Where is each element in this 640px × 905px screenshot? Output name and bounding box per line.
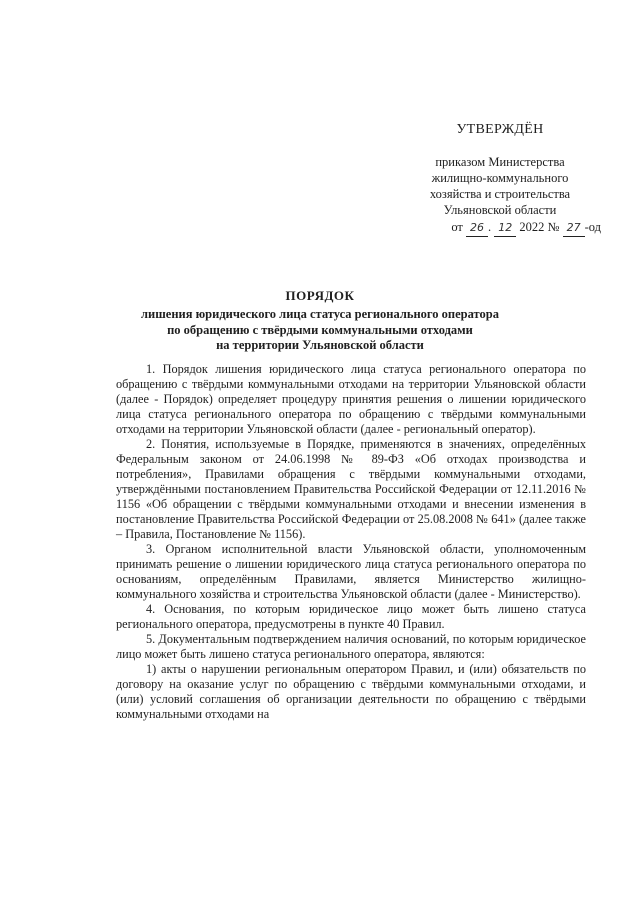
document-subtitle-line: на территории Ульяновской области	[216, 338, 424, 352]
approval-line: приказом Министерства	[435, 155, 565, 169]
date-day: 26	[466, 220, 488, 237]
order-suffix: -од	[584, 220, 601, 234]
date-prefix: от	[451, 220, 463, 234]
document-subtitle-line: по обращению с твёрдыми коммунальными отходами	[167, 322, 473, 337]
order-number: 27	[563, 220, 585, 237]
paragraph-4: 4. Основания, по которым юридическое лицо может быть лишено статуса регионального оператора, предусмотрены в пункте 40 Правил.	[116, 602, 586, 631]
paragraph-5: 5. Документальным подтверждением наличия оснований, по которым юридическое лицо может быть лишено статуса регионального оператора, являются:	[116, 632, 586, 661]
date-separator: .	[488, 220, 492, 234]
document-heading	[100, 287, 540, 354]
approval-line: хозяйства и строительства	[429, 187, 571, 201]
approval-line: Ульяновской области	[443, 203, 557, 217]
approval-title: УТВЕРЖДЁН	[456, 122, 544, 137]
paragraph-2: 2. Понятия, используемые в Порядке, применяются в значениях, определённых Федеральным законом от 24.06.1998 № 89-ФЗ «Об отходах производства и потребления», Правилами обращения с твёрдыми коммунальными отходами, утверждёнными постановлением Правительства Российской Федерации от 12.11.2016 № 1156 «Об обращении с твёрдыми коммунальными отходами и внесении изменения в постановление Правительства Российской Федерации от 25.08.2008 № 641» (далее также – Правила, Постановление № 1156).	[116, 437, 586, 541]
approval-line: жилищно-коммунального	[431, 171, 569, 185]
date-month: 12	[494, 220, 516, 237]
approval-date-line	[395, 219, 605, 237]
paragraph-1: 1. Порядок лишения юридического лица статуса регионального оператора по обращению с твёрдыми коммунальными отходами на территории Ульяновской области (далее - Порядок) определяет процедуру принятия решения о лишении юридического лица статуса регионального оператора по обращению с твёрдыми коммунальными отходами на территории Ульяновской области (далее - региональный оператор).	[116, 362, 586, 436]
document-body	[116, 362, 586, 722]
paragraph-3: 3. Органом исполнительной власти Ульяновской области, уполномоченным принимать решение о лишении юридического лица статуса регионального оператора по основаниям, определённым Правилами, является Министерство жилищно-коммунального хозяйства и строительства Ульяновской области (далее - Министерство).	[116, 542, 586, 601]
document-title: ПОРЯДОК	[285, 288, 355, 303]
paragraph-5-item-1: 1) акты о нарушении региональным оператором Правил, и (или) обязательств по договору на оказание услуг по обращению с твёрдыми коммунальными отходами, и (или) условий соглашения об организации деятельности по обращению с твёрдыми коммунальными отходами на	[116, 662, 586, 721]
document-subtitle-line: лишения юридического лица статуса регионального оператора	[141, 307, 499, 321]
approval-block	[395, 122, 605, 237]
date-year: 2022 №	[519, 220, 560, 234]
